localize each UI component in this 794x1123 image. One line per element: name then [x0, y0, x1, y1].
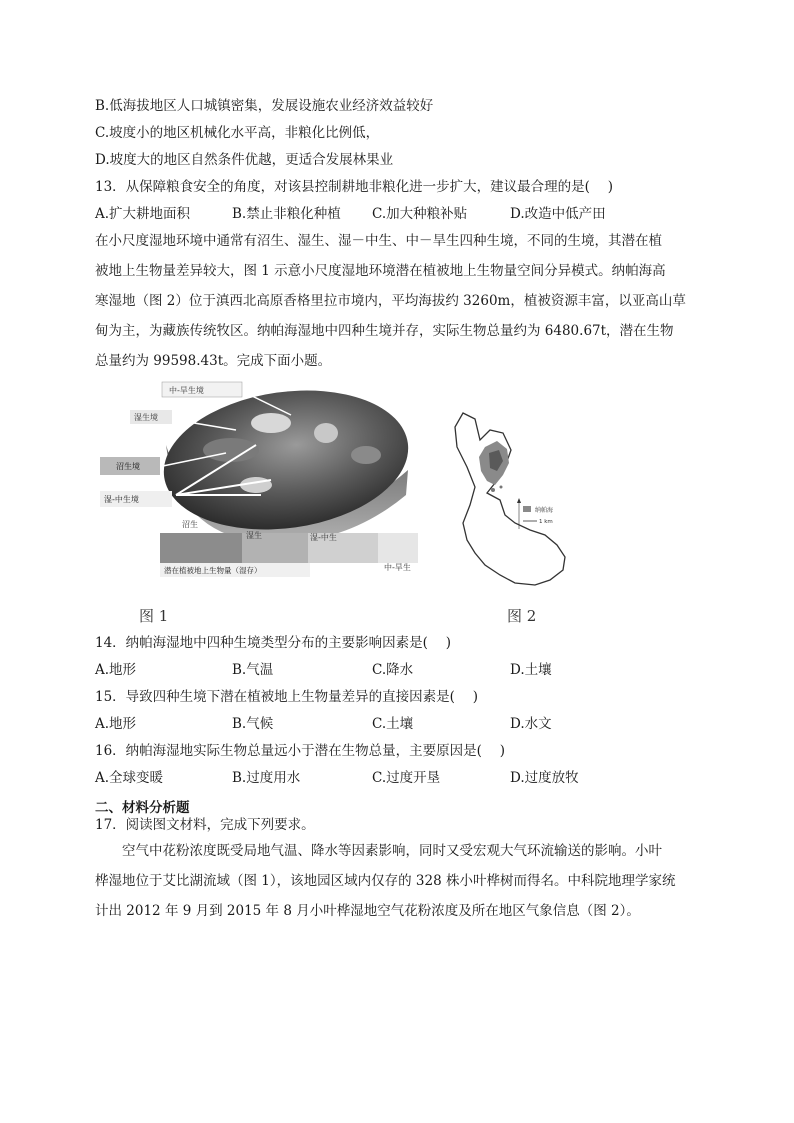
question-15-stem: 15．导致四种生境下潜在植被地上生物量差异的直接因素是( ): [95, 689, 479, 705]
q14-option-a: A.地形: [95, 662, 137, 678]
legend-shi: 湿生: [246, 531, 262, 540]
question-13-stem: 13．从保障粮食安全的角度，对该县控制耕地非粮化进一步扩大，建议最合理的是( ): [95, 179, 614, 195]
label-shi-zhong-habitat: 湿-中生境: [104, 495, 139, 504]
q16-option-b: B.过度用水: [232, 770, 301, 786]
q15-option-a: A.地形: [95, 716, 137, 732]
label-zhong-han-habitat: 中-旱生境: [169, 386, 204, 395]
option-b-line: B.低海拔地区人口城镇密集，发展设施农业经济效益较好: [95, 98, 434, 114]
figure-2-napahai-map: [445, 405, 585, 595]
legend-shi-zhong: 湿-中生: [310, 533, 337, 542]
q17-material: [95, 836, 707, 926]
option-d-line: D.坡度大的地区自然条件优越，更适合发展林果业: [95, 152, 394, 168]
figure-2-caption: 图 2: [507, 607, 537, 625]
material-line: 甸为主，为藏族传统牧区。纳帕海湿地中四种生境并存，实际生物总量约为 6480.67t，潜在生物: [95, 323, 674, 339]
q17-line: 桦湿地位于艾比湖流域（图 1），该地园区域内仅存的 328 株小叶桦树而得名。中科院地理学家统: [95, 873, 676, 889]
question-16-stem: 16．纳帕海湿地实际生物总量远小于潜在生物总量，主要原因是( ): [95, 743, 506, 759]
q13-option-c: C.加大种粮补贴: [372, 206, 468, 222]
q15-option-c: C.土壤: [372, 716, 414, 732]
material-line: 在小尺度湿地环境中通常有沼生、湿生、湿－中生、中－旱生四种生境，不同的生境，其潜在植: [95, 233, 662, 249]
question-17-intro: 17．阅读图文材料，完成下列要求。: [95, 817, 315, 833]
q14-option-c: C.降水: [372, 662, 414, 678]
material-line: 寒湿地（图 2）位于滇西北高原香格里拉市境内，平均海拔约 3260m，植被资源丰富，以亚高山草: [95, 293, 686, 309]
material-line: 被地上生物量差异较大，图 1 示意小尺度湿地环境潜在植被地上生物量空间分异模式。纳帕海高: [95, 263, 666, 279]
section-title: 二、材料分析题: [95, 800, 190, 816]
legend-biomass-caption: 潜在植被地上生物量（湿存）: [164, 566, 262, 575]
figure-1-caption: 图 1: [139, 607, 169, 625]
question-14-stem: 14．纳帕海湿地中四种生境类型分布的主要影响因素是( ): [95, 635, 452, 651]
q15-option-d: D.水文: [510, 716, 552, 732]
q16-option-a: A.全球变暖: [95, 770, 164, 786]
q15-option-b: B.气候: [232, 716, 274, 732]
q16-option-d: D.过度放牧: [510, 770, 579, 786]
q13-option-a: A.扩大耕地面积: [95, 206, 191, 222]
map-legend-water: 纳帕海: [535, 507, 554, 514]
material-line: 总量约为 99598.43t。完成下面小题。: [95, 353, 332, 369]
q16-option-c: C.过度开垦: [372, 770, 441, 786]
figure-1-wetland-diagram: [96, 375, 436, 590]
q14-option-d: D.土壤: [510, 662, 552, 678]
material-paragraph: [95, 226, 705, 376]
map-scale-label: 1 km: [539, 519, 553, 525]
label-zhao-habitat: 沼生境: [116, 462, 140, 471]
q14-option-b: B.气温: [232, 662, 274, 678]
q17-line: 空气中花粉浓度既受局地气温、降水等因素影响，同时又受宏观大气环流输送的影响。小叶: [122, 843, 662, 859]
legend-zhong-han: 中-旱生: [384, 563, 411, 572]
q17-line: 计出 2012 年 9 月到 2015 年 8 月小叶桦湿地空气花粉浓度及所在地区气象信息（图 2）。: [95, 903, 640, 919]
q13-option-b: B.禁止非粮化种植: [232, 206, 341, 222]
label-shi-habitat: 湿生境: [134, 413, 158, 422]
q13-option-d: D.改造中低产田: [510, 206, 606, 222]
option-c-line: C.坡度小的地区机械化水平高，非粮化比例低，: [95, 125, 380, 141]
legend-zhao: 沼生: [182, 520, 198, 529]
